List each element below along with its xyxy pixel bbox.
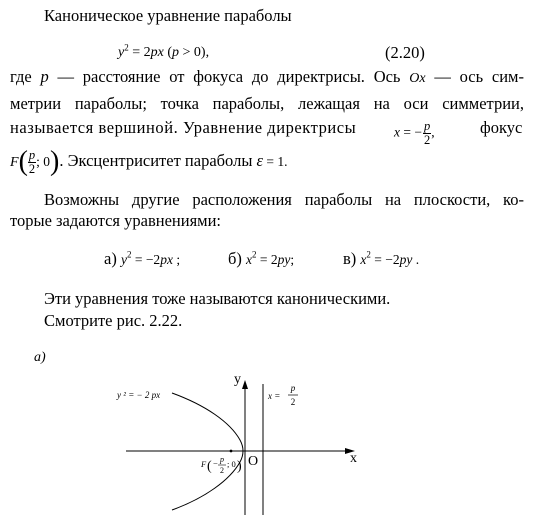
directrix-equation: [394, 120, 435, 147]
para1-text-b: — расстояние от фокуса до директрисы. Ось: [48, 67, 410, 86]
para1-text-c: — ось сим-: [425, 67, 524, 86]
variant-a-label: а): [104, 249, 121, 268]
para3-line1: Эти уравнения тоже называются каноническими.: [44, 289, 391, 308]
variant-b-label: б): [228, 249, 247, 268]
focus-semi: ; 0: [36, 153, 51, 169]
parabola-figure: [0, 360, 540, 515]
variant-a-lhs: y: [120, 252, 127, 267]
focus-frac-den: 2: [28, 161, 36, 176]
para2-line2: торые задаются уравнениями:: [10, 211, 222, 230]
dir-fraction: [423, 120, 431, 147]
para1-focus-word: фокус: [480, 118, 523, 137]
focus-paren-open: (: [18, 146, 28, 177]
dir-x: x: [394, 124, 400, 140]
eq-cond-rest: > 0),: [179, 45, 210, 60]
para1-line3: [10, 118, 524, 147]
eq-p: p: [172, 45, 180, 60]
variant-a-var: px: [160, 252, 173, 267]
eq-rhs: = 2: [128, 45, 151, 60]
variant-c: [343, 249, 419, 270]
figure-label: а): [34, 350, 46, 365]
para1-l3-text: называется вершиной. Уравнение директрисы: [10, 118, 357, 137]
eq-y: y: [118, 45, 125, 60]
heading: Каноническое уравнение параболы: [44, 6, 292, 25]
para1-line2: метрии параболы; точка параболы, лежащая на оси симметрии,: [10, 94, 524, 113]
variant-c-label: в): [343, 249, 361, 268]
focus-paren-close: ): [50, 146, 60, 177]
eps-symbol: ε: [256, 150, 264, 170]
equation-number: (2.20): [385, 43, 425, 62]
x-axis-label: x: [350, 451, 357, 466]
focus-fraction: [28, 149, 36, 176]
focus-label-den: 2: [220, 466, 224, 475]
para1-var-p: p: [40, 67, 49, 86]
variant-b-lhs: x: [246, 252, 253, 267]
variant-b: [228, 249, 294, 270]
para1-line1: [10, 67, 524, 89]
para1-var-ox: Ox: [409, 71, 426, 86]
variant-a-rhs: = −2: [131, 252, 161, 267]
para1-line4: [10, 148, 288, 176]
focus-label-rest: ; 0: [227, 459, 236, 469]
variant-b-var: py: [277, 252, 291, 267]
eq-exponent: 2: [124, 42, 129, 53]
para3-line2: Смотрите рис. 2.22.: [44, 311, 183, 330]
focus-label-minus: −: [213, 458, 218, 468]
focus-label-close: ): [237, 459, 242, 474]
focus-point: [230, 450, 233, 453]
y-axis-arrow: [242, 380, 248, 389]
focus-frac-num: p: [28, 147, 36, 162]
variant-c-lhs: x: [360, 252, 367, 267]
y-axis-label: y: [234, 372, 241, 387]
variant-b-exp: 2: [252, 249, 257, 260]
dir-eq: = −: [400, 124, 422, 140]
variant-b-rhs: = 2: [256, 252, 278, 267]
variant-c-rhs: = −2: [370, 252, 400, 267]
dir-frac-num: p: [423, 119, 431, 133]
dir-comma: ,: [431, 124, 435, 140]
variant-c-exp: 2: [366, 249, 371, 260]
focus-label-F: F: [201, 459, 207, 469]
directrix-label-den: 2: [290, 397, 296, 407]
focus-label-num: p: [220, 455, 224, 464]
directrix-label-num: p: [290, 383, 296, 393]
focus-F: F: [10, 154, 19, 170]
eps-eq: = 1.: [263, 153, 288, 169]
focus-label-open: (: [207, 459, 212, 474]
dir-frac-den: 2: [423, 133, 431, 147]
variant-a-end: ;: [172, 252, 181, 267]
para2-line1: Возможны другие расположения параболы на плоскости, ко-: [44, 190, 524, 209]
curve-label: y ² = − 2 px: [117, 390, 161, 400]
main-equation: [118, 42, 210, 61]
variant-a: [104, 249, 180, 270]
origin-label: O: [248, 454, 259, 469]
eq-px: px: [150, 45, 164, 60]
para1-text-a: где: [10, 67, 41, 86]
variant-c-end: .: [412, 252, 420, 267]
para1-l4-text: . Эксцентриситет параболы: [59, 150, 257, 170]
directrix-label-x: x =: [268, 391, 281, 401]
variant-c-var: py: [399, 252, 413, 267]
variant-a-exp: 2: [126, 249, 132, 260]
variant-b-end: ;: [290, 252, 295, 267]
eq-cond-open: (: [163, 45, 173, 60]
